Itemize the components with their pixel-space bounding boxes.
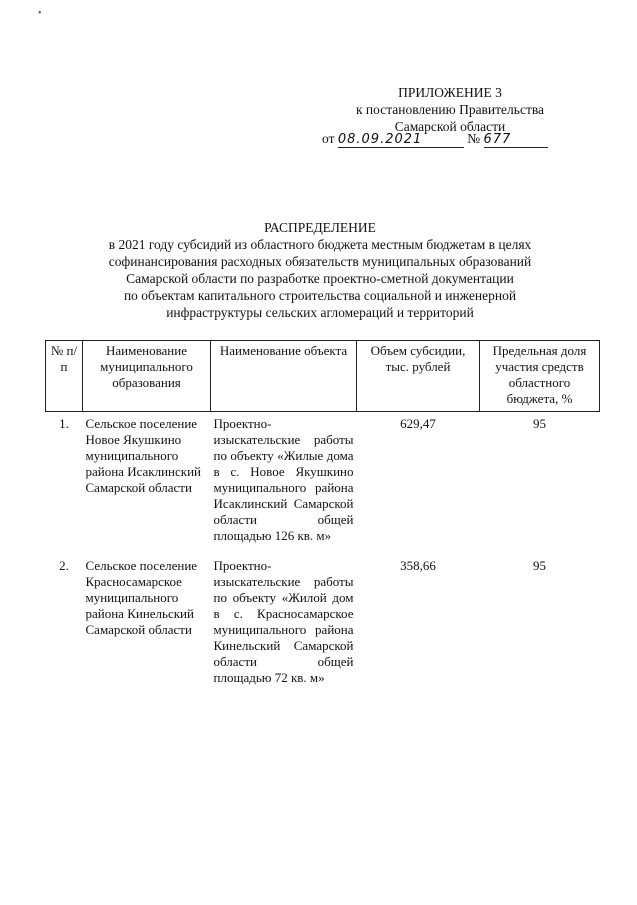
row-amount: 358,66 [400, 558, 436, 573]
date-number-line [322, 131, 548, 148]
row-object: Проектно-изыскательские работы по объекту «Жилые дома в с. Новое Якушкино муниципального района Исаклинский Самарской области общей площадью 126 кв. м» [213, 416, 354, 543]
title-line: инфраструктуры сельских агломераций и территорий [166, 305, 474, 320]
distribution-table [45, 340, 600, 696]
table-row [46, 554, 600, 696]
table-row [46, 412, 600, 555]
col-share: Предельная доля участия средств областного бюджета, % [480, 341, 600, 412]
number-prefix: № [467, 131, 481, 146]
col-municipality: Наименование муниципального образования [83, 341, 211, 412]
date-value: 08.09.2021 [338, 132, 464, 148]
col-object: Наименование объекта [211, 341, 357, 412]
col-amount: Объем субсидии, тыс. рублей [357, 341, 480, 412]
appendix-title: ПРИЛОЖЕНИЕ 3 [398, 85, 502, 100]
title-line: по объектам капитального строительства социальной и инженерной [123, 288, 517, 303]
appendix-resolution: к постановлению Правительства [355, 102, 545, 117]
row-number: 1. [59, 416, 69, 431]
appendix-region: Самарской области [394, 119, 506, 134]
row-share: 95 [533, 558, 546, 573]
number-value: 677 [484, 132, 548, 148]
row-number: 2. [59, 558, 69, 573]
table-header-row [46, 341, 600, 412]
date-prefix: от [322, 131, 335, 146]
col-number: № п/п [46, 341, 83, 412]
title-line: в 2021 году субсидий из областного бюджета местным бюджетам в целях [108, 237, 532, 252]
title-line: Самарской области по разработке проектно-сметной документации [126, 271, 514, 286]
row-share: 95 [533, 416, 546, 431]
row-municipality: Сельское поселение Новое Якушкино муниципального района Исаклинский Самарской области [85, 416, 202, 495]
title-line: софинансирования расходных обязательств муниципальных образований [108, 254, 532, 269]
title-heading: РАСПРЕДЕЛЕНИЕ [264, 220, 376, 235]
row-municipality: Сельское поселение Красносамарское муниципального района Кинельский Самарской области [85, 558, 198, 637]
row-amount: 629,47 [400, 416, 436, 431]
row-object: Проектно-изыскательские работы по объекту «Жилой дом в с. Красносамарское муниципального района Кинельский Самарской области общей площадью 72 кв. м» [213, 558, 354, 685]
appendix-header [330, 84, 570, 135]
document-title [40, 219, 600, 321]
scan-speck: • [38, 8, 42, 19]
